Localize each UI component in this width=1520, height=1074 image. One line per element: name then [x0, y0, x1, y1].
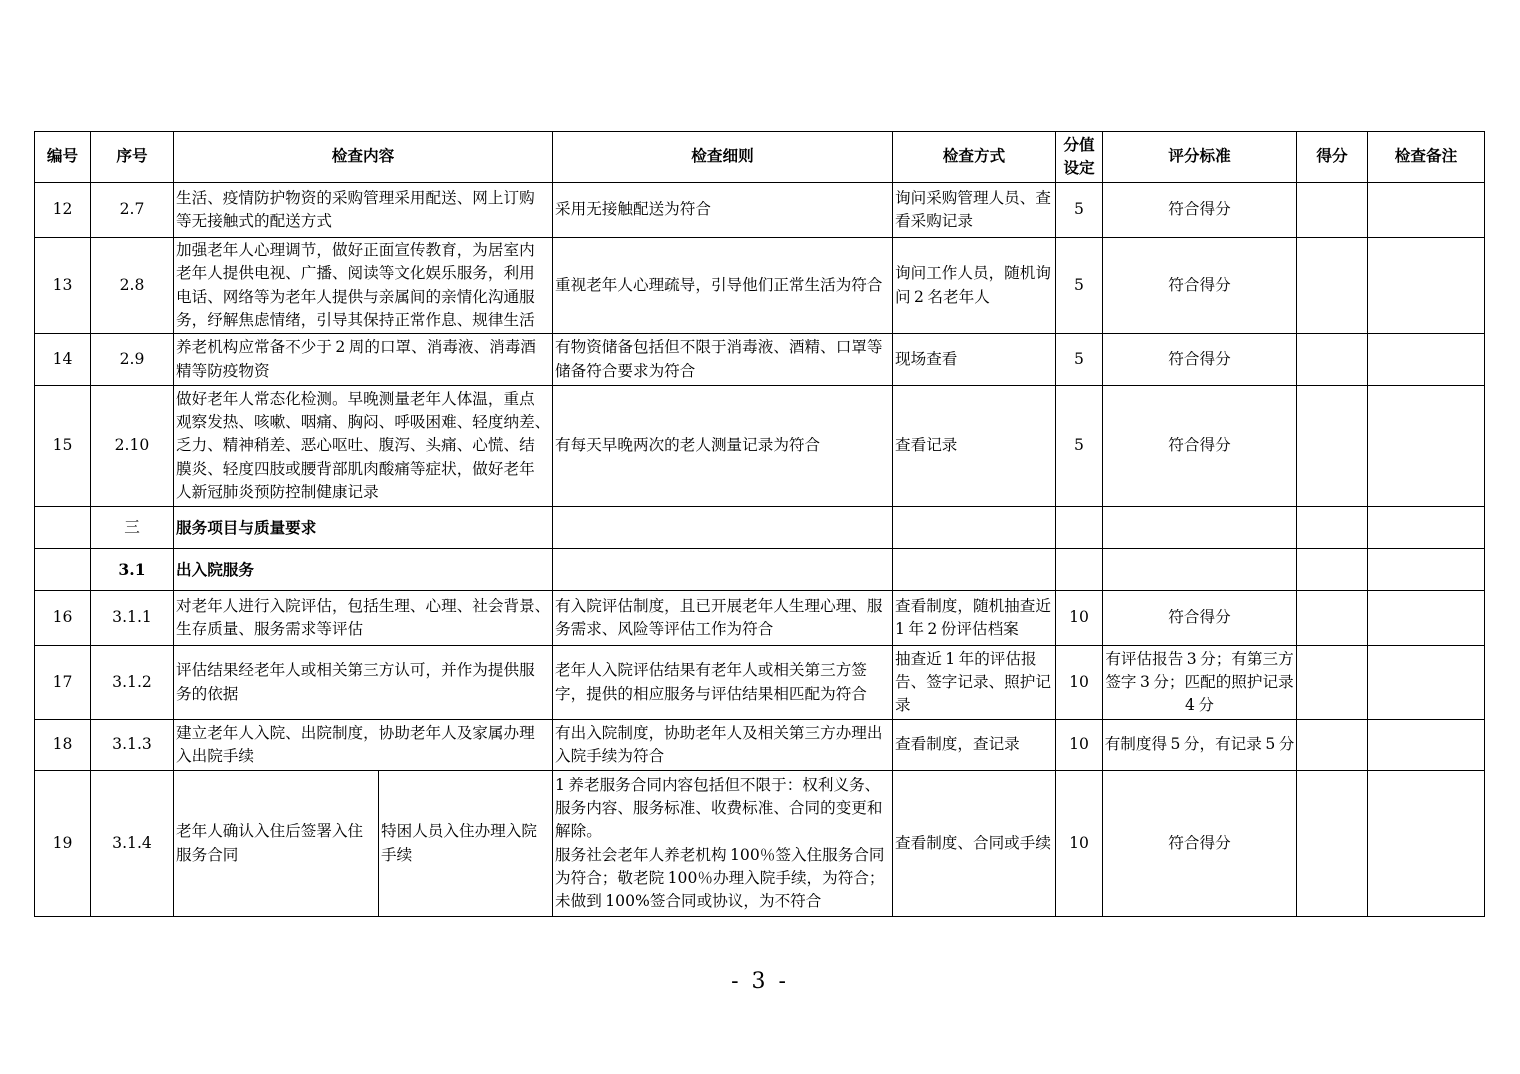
cell-remark [1368, 386, 1485, 507]
cell-seq: 三 [91, 507, 174, 549]
cell-detail [553, 549, 893, 591]
cell-content: 对老年人进行入院评估，包括生理、心理、社会背景、 生存质量、服务需求等评估 [174, 591, 553, 646]
cell-id: 12 [35, 183, 91, 238]
cell-method [893, 507, 1056, 549]
cell-method [893, 549, 1056, 591]
cell-score-value: 10 [1056, 646, 1103, 720]
cell-content: 建立老年人入院、出院制度，协助老年人及家属办理 入出院手续 [174, 720, 553, 771]
cell-method: 查看制度、合同或手续 [893, 771, 1056, 917]
header-remark: 检查备注 [1368, 132, 1485, 183]
cell-criteria: 符合得分 [1103, 183, 1297, 238]
cell-detail: 有入院评估制度，且已开展老年人生理心理、服 务需求、风险等评估工作为符合 [553, 591, 893, 646]
cell-seq: 2.10 [91, 386, 174, 507]
cell-seq: 3.1.4 [91, 771, 174, 917]
cell-content: 服务项目与质量要求 [174, 507, 553, 549]
cell-criteria: 符合得分 [1103, 386, 1297, 507]
cell-score-value: 10 [1056, 720, 1103, 771]
cell-score-value: 5 [1056, 386, 1103, 507]
cell-criteria: 符合得分 [1103, 238, 1297, 334]
cell-detail: 重视老年人心理疏导，引导他们正常生活为符合 [553, 238, 893, 334]
header-method: 检查方式 [893, 132, 1056, 183]
cell-remark [1368, 720, 1485, 771]
cell-detail: 有物资储备包括但不限于消毒液、酒精、口罩等 储备符合要求为符合 [553, 334, 893, 386]
header-score-value: 分值设定 [1056, 132, 1103, 183]
cell-method: 现场查看 [893, 334, 1056, 386]
cell-content: 生活、疫情防护物资的采购管理采用配送、网上订购 等无接触式的配送方式 [174, 183, 553, 238]
cell-score [1297, 334, 1368, 386]
cell-score-value [1056, 507, 1103, 549]
cell-detail: 老年人入院评估结果有老年人或相关第三方签 字，提供的相应服务与评估结果相匹配为符合 [553, 646, 893, 720]
cell-criteria [1103, 507, 1297, 549]
cell-seq: 2.8 [91, 238, 174, 334]
cell-criteria: 符合得分 [1103, 334, 1297, 386]
cell-content: 加强老年人心理调节，做好正面宣传教育，为居室内 老年人提供电视、广播、阅读等文化娱乐服务，利用 电话、网络等为老年人提供与亲属间的亲情化沟通服 务，纾解焦虑情绪，引导其保持正常作息、规律生活 [174, 238, 553, 334]
cell-score-value: 10 [1056, 591, 1103, 646]
cell-detail: 有每天早晚两次的老人测量记录为符合 [553, 386, 893, 507]
cell-content: 做好老年人常态化检测。早晚测量老年人体温，重点 观察发热、咳嗽、咽痛、胸闷、呼吸困难、轻度纳差、 乏力、精神稍差、恶心呕吐、腹泻、头痛、心慌、结 膜炎、轻度四肢或腰背部肌肉酸痛等症状，做好老年 人新冠肺炎预防控制健康记录 [174, 386, 553, 507]
cell-seq: 3.1.1 [91, 591, 174, 646]
cell-remark [1368, 646, 1485, 720]
cell-id [35, 549, 91, 591]
cell-id: 17 [35, 646, 91, 720]
cell-remark [1368, 771, 1485, 917]
cell-score-value: 5 [1056, 183, 1103, 238]
cell-method: 询问工作人员，随机询 问 2 名老年人 [893, 238, 1056, 334]
cell-criteria: 有评估报告 3 分；有第三方 签字 3 分；匹配的照护记录 4 分 [1103, 646, 1297, 720]
cell-seq: 2.9 [91, 334, 174, 386]
cell-criteria: 有制度得 5 分，有记录 5 分 [1103, 720, 1297, 771]
cell-score [1297, 771, 1368, 917]
cell-criteria: 符合得分 [1103, 591, 1297, 646]
cell-method: 抽查近 1 年的评估报 告、签字记录、照护记 录 [893, 646, 1056, 720]
cell-detail: 1 养老服务合同内容包括但不限于：权利义务、 服务内容、服务标准、收费标准、合同的变更和 解除。 服务社会老年人养老机构 100％签入住服务合同 为符合；敬老院 100％办理入院手续，为符合； 未做到 100%签合同或协议，为不符合 [553, 771, 893, 917]
cell-id: 18 [35, 720, 91, 771]
cell-remark [1368, 507, 1485, 549]
cell-id [35, 507, 91, 549]
cell-id: 13 [35, 238, 91, 334]
cell-seq: 2.7 [91, 183, 174, 238]
cell-method: 查看记录 [893, 386, 1056, 507]
cell-score [1297, 720, 1368, 771]
cell-detail [553, 507, 893, 549]
cell-content: 出入院服务 [174, 549, 553, 591]
cell-score-value: 5 [1056, 238, 1103, 334]
cell-score [1297, 183, 1368, 238]
cell-content-sub: 特困人员入住办理入院 手续 [379, 771, 553, 917]
cell-content: 老年人确认入住后签署入住 服务合同 [174, 771, 379, 917]
cell-detail: 采用无接触配送为符合 [553, 183, 893, 238]
cell-remark [1368, 238, 1485, 334]
cell-score-value: 5 [1056, 334, 1103, 386]
header-id: 编号 [35, 132, 91, 183]
cell-score-value: 10 [1056, 771, 1103, 917]
cell-score-value [1056, 549, 1103, 591]
cell-score [1297, 507, 1368, 549]
header-seq: 序号 [91, 132, 174, 183]
cell-criteria: 符合得分 [1103, 771, 1297, 917]
cell-detail: 有出入院制度，协助老年人及相关第三方办理出 入院手续为符合 [553, 720, 893, 771]
header-score: 得分 [1297, 132, 1368, 183]
cell-content: 养老机构应常备不少于 2 周的口罩、消毒液、消毒酒 精等防疫物资 [174, 334, 553, 386]
cell-method: 查看制度，查记录 [893, 720, 1056, 771]
cell-content: 评估结果经老年人或相关第三方认可，并作为提供服 务的依据 [174, 646, 553, 720]
cell-remark [1368, 334, 1485, 386]
cell-seq: 3.1 [91, 549, 174, 591]
cell-score [1297, 646, 1368, 720]
cell-method: 询问采购管理人员、查 看采购记录 [893, 183, 1056, 238]
header-detail: 检查细则 [553, 132, 893, 183]
cell-score [1297, 386, 1368, 507]
header-criteria: 评分标准 [1103, 132, 1297, 183]
page-number: - 3 - [731, 969, 789, 994]
cell-criteria [1103, 549, 1297, 591]
cell-id: 15 [35, 386, 91, 507]
header-content: 检查内容 [174, 132, 553, 183]
cell-remark [1368, 183, 1485, 238]
cell-seq: 3.1.2 [91, 646, 174, 720]
cell-remark [1368, 549, 1485, 591]
cell-seq: 3.1.3 [91, 720, 174, 771]
cell-id: 14 [35, 334, 91, 386]
cell-id: 16 [35, 591, 91, 646]
cell-method: 查看制度，随机抽查近 1 年 2 份评估档案 [893, 591, 1056, 646]
inspection-table [34, 131, 1485, 917]
cell-score [1297, 238, 1368, 334]
cell-remark [1368, 591, 1485, 646]
cell-id: 19 [35, 771, 91, 917]
cell-score [1297, 591, 1368, 646]
cell-score [1297, 549, 1368, 591]
